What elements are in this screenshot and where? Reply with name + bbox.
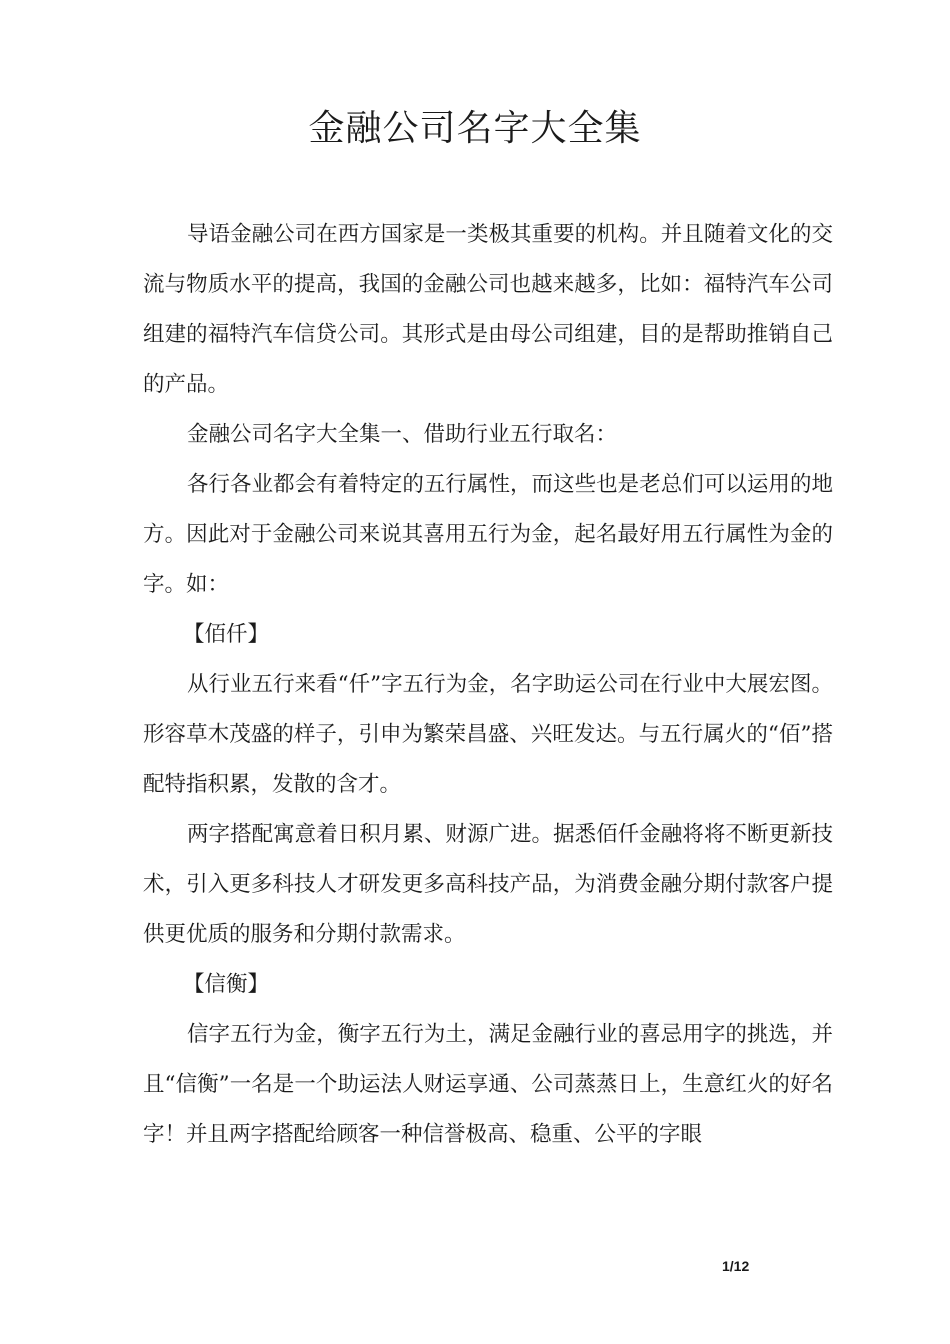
document-body bbox=[143, 210, 833, 1160]
paragraph-section-heading: 金融公司名字大全集一、借助行业五行取名： bbox=[187, 422, 618, 447]
paragraph-five-elements: 各行各业都会有着特定的五行属性，而这些也是老总们可以运用的地方。因此对于金融公司来说其喜用五行为金，起名最好用五行属性为金的字。如： bbox=[143, 472, 833, 597]
name-heading-xinheng: 【信衡】 bbox=[183, 972, 270, 997]
document-title: 金融公司名字大全集 bbox=[308, 108, 642, 149]
paragraph-intro: 导语金融公司在西方国家是一类极其重要的机构。并且随着文化的交流与物质水平的提高，我国的金融公司也越来越多，比如：福特汽车公司组建的福特汽车信贷公司。其形式是由母公司组建，目的是帮助推销自己的产品。 bbox=[143, 222, 833, 397]
paragraph-baiqian-combination: 两字搭配寓意着日积月累、财源广进。据悉佰仟金融将将不断更新技术，引入更多科技人才研发更多高科技产品，为消费金融分期付款客户提供更优质的服务和分期付款需求。 bbox=[143, 822, 833, 947]
paragraph-baiqian-meaning: 从行业五行来看“仟”字五行为金，名字助运公司在行业中大展宏图。形容草木茂盛的样子，引申为繁荣昌盛、兴旺发达。与五行属火的“佰”搭配特指积累，发散的含才。 bbox=[143, 672, 833, 797]
page-number: 1/12 bbox=[722, 1258, 750, 1274]
name-heading-baiqian: 【佰仟】 bbox=[183, 622, 270, 647]
paragraph-xinheng-meaning: 信字五行为金，衡字五行为土，满足金融行业的喜忌用字的挑选，并且“信衡”一名是一个助运法人财运享通、公司蒸蒸日上，生意红火的好名字！并且两字搭配给顾客一种信誉极高、稳重、公平的字眼 bbox=[143, 1022, 833, 1147]
